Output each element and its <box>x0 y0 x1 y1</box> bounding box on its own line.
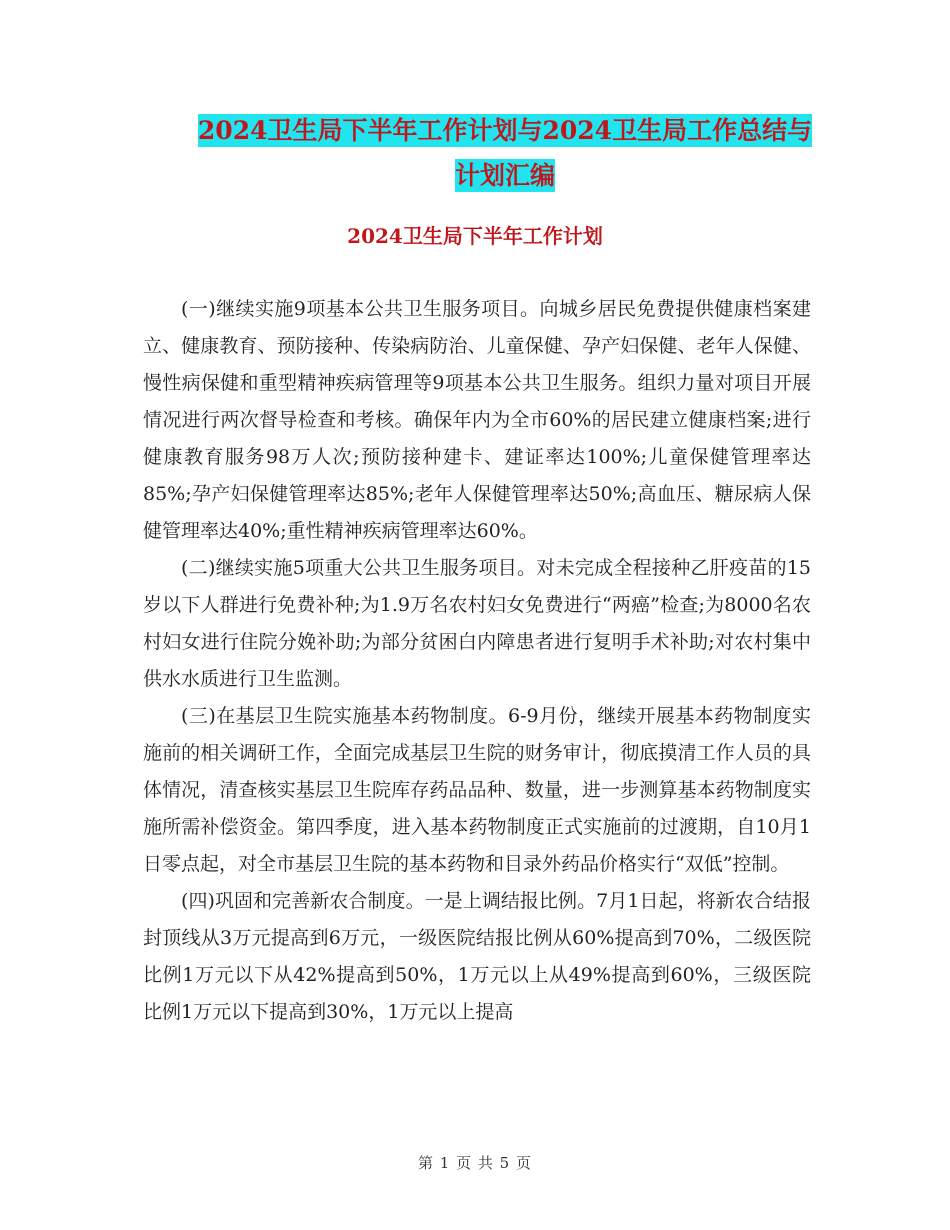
paragraph-1: (一)继续实施9项基本公共卫生服务项目。向城乡居民免费提供健康档案建立、健康教育、预防接种、传染病防治、儿童保健、孕产妇保健、老年人保健、慢性病保健和重型精神疾病管理等9项基本公共卫生服务。组织力量对项目开展情况进行两次督导检查和考核。确保年内为全市60%的居民建立健康档案;进行健康教育服务98万人次;预防接种建卡、建证率达100%;儿童保健管理率达85%;孕产妇保健管理率达85%;老年人保健管理率达50%;高血压、糖尿病人保健管理率达40%;重性精神疾病管理率达60%。 <box>143 298 811 542</box>
paragraph-3: (三)在基层卫生院实施基本药物制度。6-9月份，继续开展基本药物制度实施前的相关调研工作，全面完成基层卫生院的财务审计，彻底摸清工作人员的具体情况，清查核实基层卫生院库存药品品种、数量，进一步测算基本药物制度实施所需补偿资金。第四季度，进入基本药物制度正式实施前的过渡期，自10月1日零点起，对全市基层卫生院的基本药物和目录外药品价格实行“双低”控制。 <box>143 705 811 875</box>
paragraph-4: (四)巩固和完善新农合制度。一是上调结报比例。7月1日起，将新农合结报封顶线从3万元提高到6万元，一级医院结报比例从60%提高到70%，二级医院比例1万元以下从42%提高到50%，1万元以上从49%提高到60%，三级医院比例1万元以下提高到30%，1万元以上提高 <box>143 890 811 1023</box>
section-title: 2024卫生局下半年工作计划 <box>347 224 603 248</box>
document-title <box>140 108 870 198</box>
document-body <box>143 291 811 1031</box>
page-footer: 第 1 页 共 5 页 <box>418 1154 532 1172</box>
document-title-line-1: 2024卫生局下半年工作计划与2024卫生局工作总结与 <box>197 116 813 145</box>
paragraph-2: (二)继续实施5项重大公共卫生服务项目。对未完成全程接种乙肝疫苗的15岁以下人群进行免费补种;为1.9万名农村妇女免费进行“两癌”检查;为8000名农村妇女进行住院分娩补助;为部分贫困白内障患者进行复明手术补助;对农村集中供水水质进行卫生监测。 <box>143 557 811 690</box>
document-title-line-2: 计划汇编 <box>454 161 555 190</box>
